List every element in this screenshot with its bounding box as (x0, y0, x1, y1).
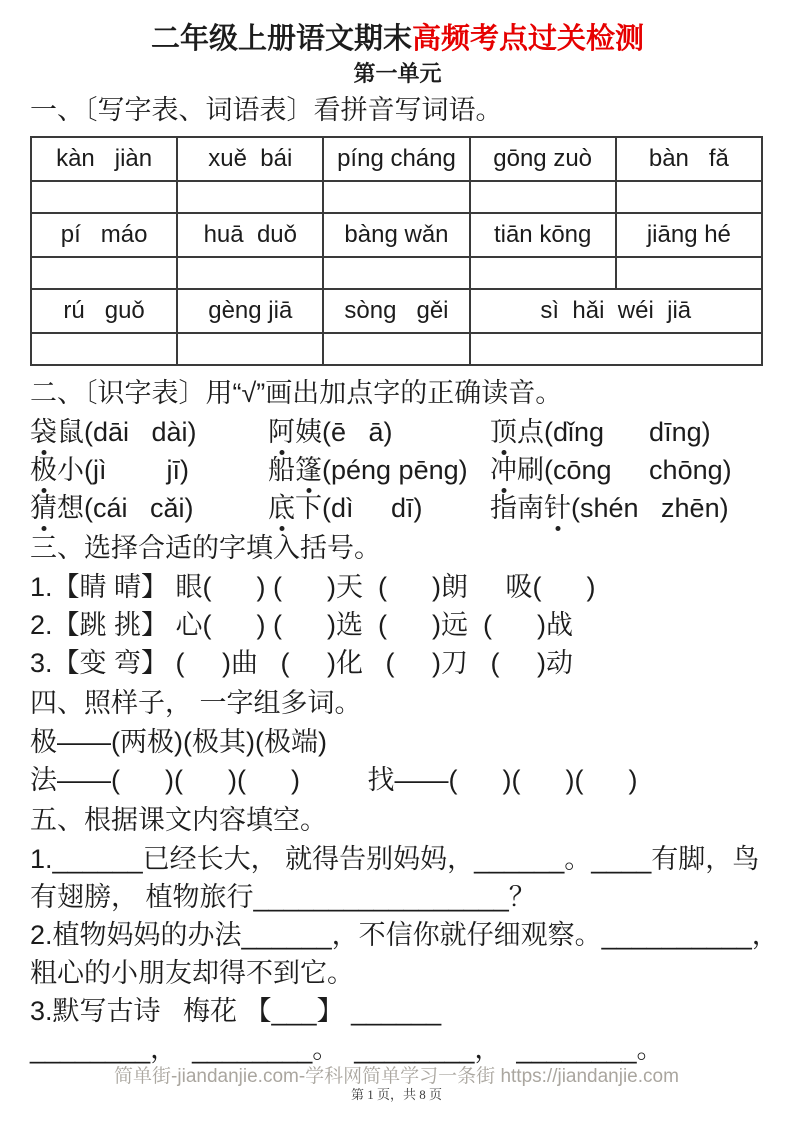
answer-row-1 (31, 181, 762, 213)
dotted-char: 冲 (490, 451, 517, 489)
section3-heading: 三、选择合适的字填入括号。 (30, 533, 381, 563)
answer-cell (177, 257, 323, 289)
answer-cell (31, 181, 177, 213)
dotted-word-item (30, 489, 268, 527)
answer-cell (470, 333, 762, 365)
word-post: 小(jì jī) (57, 455, 189, 485)
pinyin-cell: jiāng hé (616, 213, 762, 257)
answer-cell (470, 181, 616, 213)
pinyin-row-3 (31, 289, 762, 333)
page-number: 第 1 页，共 8 页 (350, 1087, 442, 1102)
word-pre: 船 (268, 455, 295, 485)
word-post: 鼠(dāi dài) (57, 417, 197, 447)
dotted-word-item (490, 413, 765, 451)
answer-cell (323, 333, 469, 365)
dotted-char: 顶 (490, 413, 517, 451)
section5-heading: 五、根据课文内容填空。 (30, 805, 327, 835)
section3-line-3: 3.【变 弯】 ( )曲 ( )化 ( )刀 ( )动 (30, 648, 573, 678)
section5-blanks-line: ________， ________。 ________， ________。 (30, 1034, 664, 1064)
word-post: (shén zhēn) (571, 493, 729, 523)
pinyin-cell: gōng zuò (470, 137, 616, 181)
site-watermark: 简单街-jiandanjie.com-学科网简单学习一条街 https://jiandanjie.com (114, 1066, 679, 1087)
answer-cell (616, 257, 762, 289)
answer-cell (177, 181, 323, 213)
dotted-word-item (30, 451, 268, 489)
dotted-word-item (490, 451, 765, 489)
dotted-word-item (30, 413, 268, 451)
title-red-part: 高频考点过关检测 (412, 23, 645, 55)
answer-cell (470, 257, 616, 289)
section3-line-1: 1.【睛 晴】 眼( ) ( )天 ( )朗 吸( ) (30, 572, 596, 602)
section5-line-1: 1.______已经长大， 就得告别妈妈，______。____有脚，鸟 (30, 844, 760, 874)
word-pre: 指南 (490, 493, 544, 523)
pinyin-cell: gèng jiā (177, 289, 323, 333)
pinyin-cell: pí máo (31, 213, 177, 257)
pinyin-cell: huā duǒ (177, 213, 323, 257)
answer-cell (31, 257, 177, 289)
unit-subtitle: 第一单元 (353, 61, 442, 86)
dotted-char: 袋 (30, 413, 57, 451)
pinyin-cell: bàng wǎn (323, 213, 469, 257)
pinyin-cell: sì hǎi wéi jiā (470, 289, 762, 333)
dotted-char: 底 (268, 489, 295, 527)
pinyin-row-2 (31, 213, 762, 257)
section5-line-3: 2.植物妈妈的办法______，不信你就仔细观察。__________， (30, 920, 779, 950)
section2-items (30, 413, 765, 527)
page-title (30, 20, 765, 58)
word-post: 点(dǐng dīng) (517, 417, 711, 447)
section3-line-2: 2.【跳 挑】 心( ) ( )选 ( )远 ( )战 (30, 610, 573, 640)
section4-heading: 四、照样子， 一字组多词。 (30, 688, 362, 718)
answer-cell (31, 333, 177, 365)
word-post: 想(cái cǎi) (57, 493, 194, 523)
pinyin-cell: xuě bái (177, 137, 323, 181)
section4-example-line: 极——(两极)(极其)(极端) (30, 727, 327, 757)
answer-cell (323, 181, 469, 213)
pinyin-cell: tiān kōng (470, 213, 616, 257)
dotted-word-item (268, 451, 490, 489)
section4-blank-line: 法——( )( )( ) 找——( )( )( ) (30, 765, 638, 795)
answer-row-2 (31, 257, 762, 289)
pinyin-cell: rú guǒ (31, 289, 177, 333)
title-black-part: 二年级上册语文期末 (150, 23, 412, 55)
dotted-char: 篷 (295, 451, 322, 489)
pinyin-cell: píng cháng (323, 137, 469, 181)
section5-line-5: 3.默写古诗 梅花 【___】 ______ (30, 996, 442, 1026)
word-post: (péng pēng) (322, 455, 468, 485)
section2-heading: 二、〔识字表〕用“√”画出加点字的正确读音。 (30, 378, 563, 408)
answer-cell (616, 181, 762, 213)
dotted-word-item (268, 489, 490, 527)
pinyin-cell: kàn jiàn (31, 137, 177, 181)
dotted-char: 针 (544, 489, 571, 527)
pinyin-cell: bàn fǎ (616, 137, 762, 181)
dotted-word-item (268, 413, 490, 451)
pinyin-row-1 (31, 137, 762, 181)
section5-line-2: 有翅膀， 植物旅行_________________？ (30, 882, 536, 912)
dotted-char: 猜 (30, 489, 57, 527)
pinyin-cell: sòng gěi (323, 289, 469, 333)
section5-line-4: 粗心的小朋友却得不到它。 (30, 958, 354, 988)
pinyin-write-table (30, 136, 763, 366)
word-post: 姨(ē ā) (295, 417, 393, 447)
answer-cell (323, 257, 469, 289)
dotted-char: 极 (30, 451, 57, 489)
word-post: 刷(cōng chōng) (517, 455, 732, 485)
dotted-word-item (490, 489, 765, 527)
answer-row-3 (31, 333, 762, 365)
word-post: 下(dì dī) (295, 493, 423, 523)
dotted-char: 阿 (268, 413, 295, 451)
section1-heading: 一、〔写字表、词语表〕看拼音写词语。 (30, 95, 503, 125)
answer-cell (177, 333, 323, 365)
